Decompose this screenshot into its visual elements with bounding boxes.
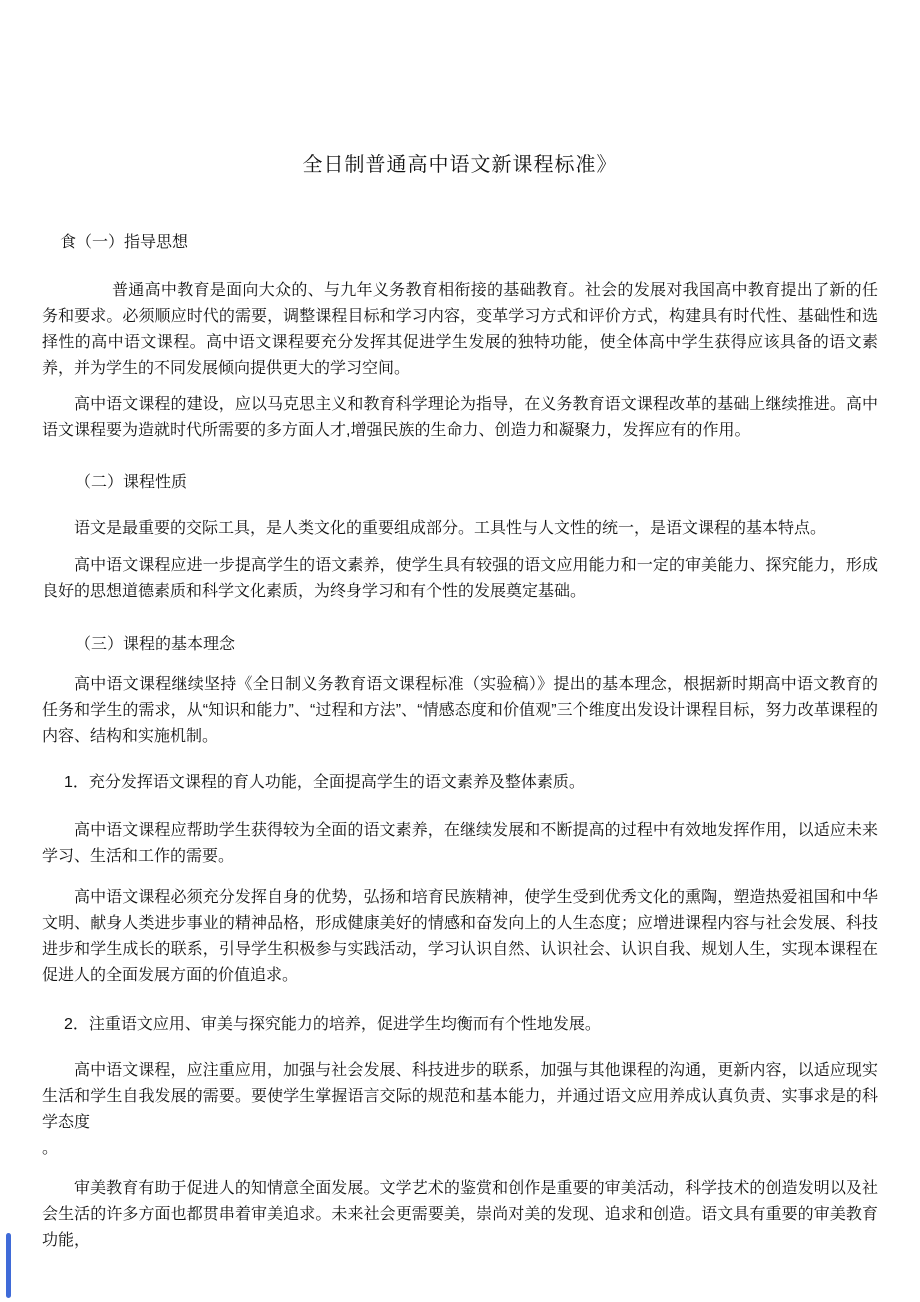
paragraph-intro-education: 普通高中教育是面向大众的、与九年义务教育相衔接的基础教育。社会的发展对我国高中教育提出了新的任务和要求。必须顺应时代的需要，调整课程目标和学习内容，变革学习方式和评价方式，构建具有时代性、基础性和选择性的高中语文课程。高中语文课程要充分发挥其促进学生发展的独特功能，使全体高中学生获得应该具备的语文素养，并为学生的不同发展倾向提供更大的学习空间。	[42, 282, 878, 377]
paragraph-language-tool: 语文是最重要的交际工具，是人类文化的重要组成部分。工具性与人文性的统一，是语文课程的基本特点。	[74, 520, 827, 537]
section-heading-guiding-ideology: 食（一）指导思想	[60, 234, 189, 251]
paragraph-overflow-period: 。	[42, 1140, 59, 1157]
paragraph-aesthetic-education: 审美教育有助于促进人的知情意全面发展。文学艺术的鉴赏和创作是重要的审美活动，科学技术的创造发明以及社会生活的许多方面也都贯串着审美追求。未来社会更需要美，崇尚对美的发现、追求和创造。语文具有重要的审美教育功能，	[42, 1180, 878, 1249]
section-heading-course-nature: （二）课程性质	[75, 474, 188, 491]
numbered-item-1: 1．充分发挥语文课程的育人功能，全面提高学生的语文素养及整体素质。	[64, 774, 585, 791]
numbered-item-2: 2．注重语文应用、审美与探究能力的培养，促进学生均衡而有个性地发展。	[64, 1016, 601, 1033]
paragraph-course-construction: 高中语文课程的建设，应以马克思主义和教育科学理论为指导，在义务教育语文课程改革的基础上继续推进。高中语文课程要为造就时代所需要的多方面人才,增强民族的生命力、创造力和凝聚力，发挥应有的作用。	[42, 396, 878, 439]
paragraph-application-ability: 高中语文课程，应注重应用，加强与社会发展、科技进步的联系，加强与其他课程的沟通，更新内容，以适应现实生活和学生自我发展的需要。要使学生掌握语言交际的规范和基本能力，并通过语文应用养成认真负责、实事求是的科学态度	[42, 1062, 878, 1131]
section-heading-basic-ideas: （三）课程的基本理念	[75, 636, 236, 653]
paragraph-basic-concepts: 高中语文课程继续坚持《全日制义务教育语文课程标准（实验稿）》提出的基本理念，根据新时期高中语文教育的任务和学生的需求，从“知识和能力”、“过程和方法”、“情感态度和价值观”三个维度出发设计课程目标，努力改革课程的内容、结构和实施机制。	[42, 676, 878, 745]
paragraph-national-spirit: 高中语文课程必须充分发挥自身的优势，弘扬和培育民族精神，使学生受到优秀文化的熏陶，塑造热爱祖国和中华文明、献身人类进步事业的精神品格，形成健康美好的情感和奋发向上的人生态度；应增进课程内容与社会发展、科技进步和学生成长的联系，引导学生积极参与实践活动，学习认识自然、认识社会、认识自我、规划人生，实现本课程在促进人的全面发展方面的价值追求。	[42, 889, 878, 984]
paragraph-improve-literacy: 高中语文课程应进一步提高学生的语文素养，使学生具有较强的语文应用能力和一定的审美能力、探究能力，形成良好的思想道德素质和科学文化素质，为终身学习和有个性的发展奠定基础。	[42, 557, 878, 600]
paragraph-comprehensive-literacy: 高中语文课程应帮助学生获得较为全面的语文素养，在继续发展和不断提高的过程中有效地发挥作用，以适应未来学习、生活和工作的需要。	[42, 822, 878, 865]
page-edge-marker	[6, 1233, 11, 1298]
page-title: 全日制普通高中语文新课程标准》	[302, 154, 618, 176]
